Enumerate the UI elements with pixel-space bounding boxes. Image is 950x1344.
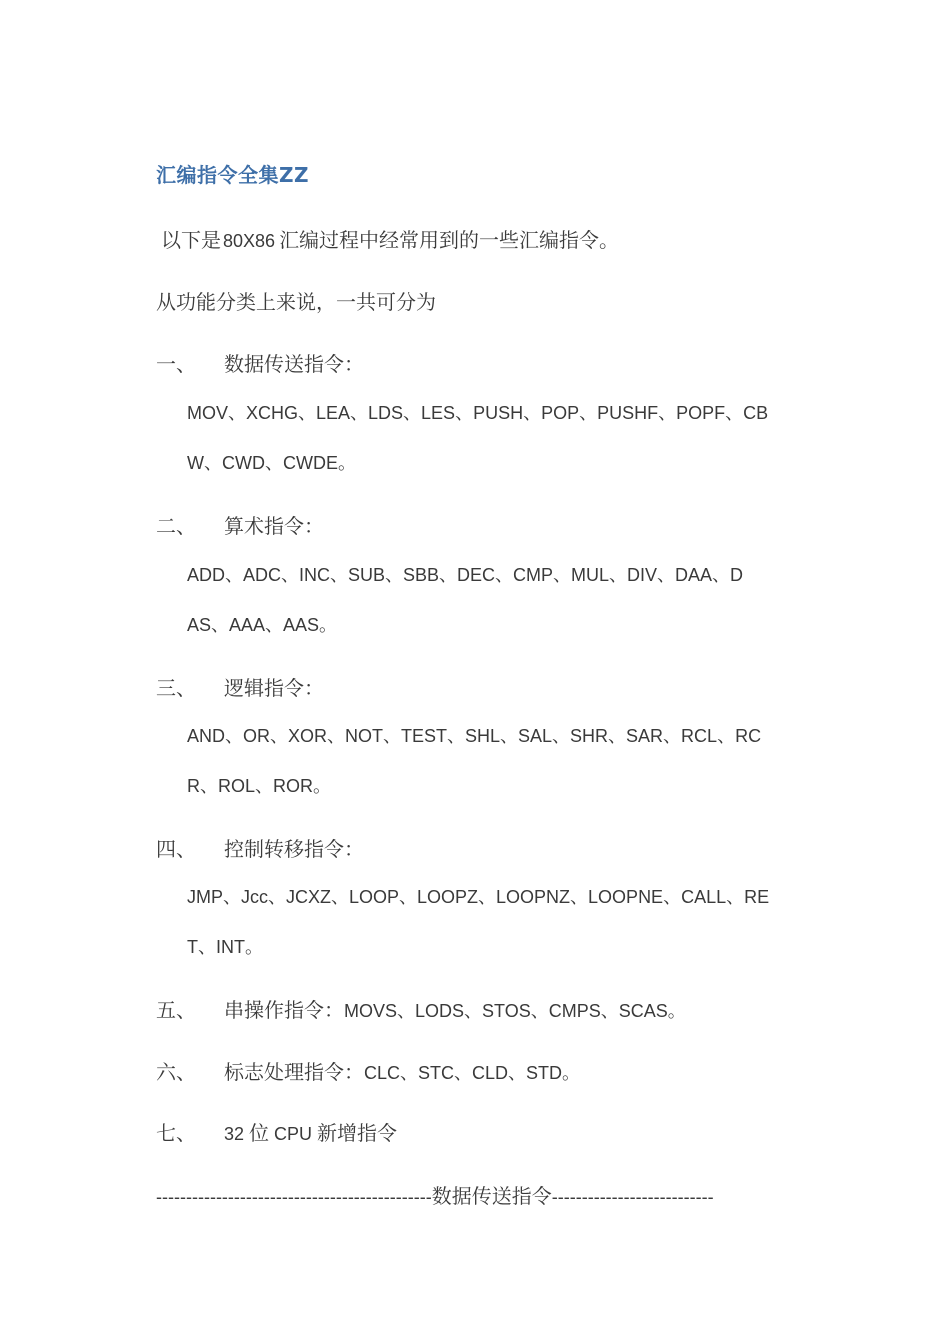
section-7-end: 新增指令 [317, 1123, 398, 1145]
section-7-cpu: CPU [274, 1124, 313, 1144]
section-6-label: 标志处理指令： [224, 1062, 364, 1084]
section-5-inline: MOVS、LODS、STOS、CMPS、SCAS。 [344, 1001, 686, 1021]
section-7-mid: 位 [249, 1123, 270, 1145]
section-1-number: 一、 [156, 354, 196, 376]
section-3-line-1: AND、OR、XOR、NOT、TEST、SHL、SAL、SHR、SAR、RCL、RC [187, 726, 762, 746]
classify-paragraph: 从功能分类上来说，一共可分为 [156, 292, 436, 314]
document-title: 汇编指令全集ZZ [156, 163, 310, 187]
divider-right: --------------------------- [551, 1187, 714, 1207]
intro-chip: 80X86 [223, 231, 276, 251]
section-2-line-1: ADD、ADC、INC、SUB、SBB、DEC、CMP、MUL、DIV、DAA、D [187, 565, 744, 585]
section-6-inline: CLC、STC、CLD、STD。 [364, 1063, 581, 1083]
section-7-bits: 32 [224, 1124, 245, 1144]
section-7-content [224, 1117, 397, 1146]
section-5-content [224, 994, 686, 1023]
section-3-line-2: R、ROL、ROR。 [187, 776, 332, 796]
section-1-line-1: MOV、XCHG、LEA、LDS、LES、PUSH、POP、PUSHF、POPF、CB [187, 403, 769, 423]
section-4-label: 控制转移指令： [224, 839, 364, 861]
section-1-line-2: W、CWD、CWDE。 [187, 453, 356, 473]
section-2-line-2: AS、AAA、AAS。 [187, 615, 338, 635]
section-divider [156, 1180, 714, 1209]
divider-left: ---------------------------------------------- [156, 1187, 432, 1207]
section-4-line-2: T、INT。 [187, 937, 263, 957]
section-3-number: 三、 [156, 678, 196, 700]
section-4-line-1: JMP、Jcc、JCXZ、LOOP、LOOPZ、LOOPNZ、LOOPNE、CALL、RE [187, 887, 770, 907]
section-5-number: 五、 [156, 1000, 196, 1022]
intro-prefix: 以下是 [156, 230, 221, 252]
section-5-label: 串操作指令： [224, 1000, 344, 1022]
divider-title: 数据传送指令 [431, 1186, 552, 1208]
section-4-number: 四、 [156, 839, 196, 861]
section-7-number: 七、 [156, 1123, 196, 1145]
section-6-number: 六、 [156, 1062, 196, 1084]
section-3-label: 逻辑指令： [224, 678, 324, 700]
section-2-label: 算术指令： [224, 516, 324, 538]
section-6-content [224, 1056, 580, 1085]
intro-suffix: 汇编过程中经常用到的一些汇编指令。 [279, 230, 620, 252]
section-1-label: 数据传送指令： [224, 354, 364, 376]
section-2-number: 二、 [156, 516, 196, 538]
intro-paragraph [156, 224, 619, 253]
